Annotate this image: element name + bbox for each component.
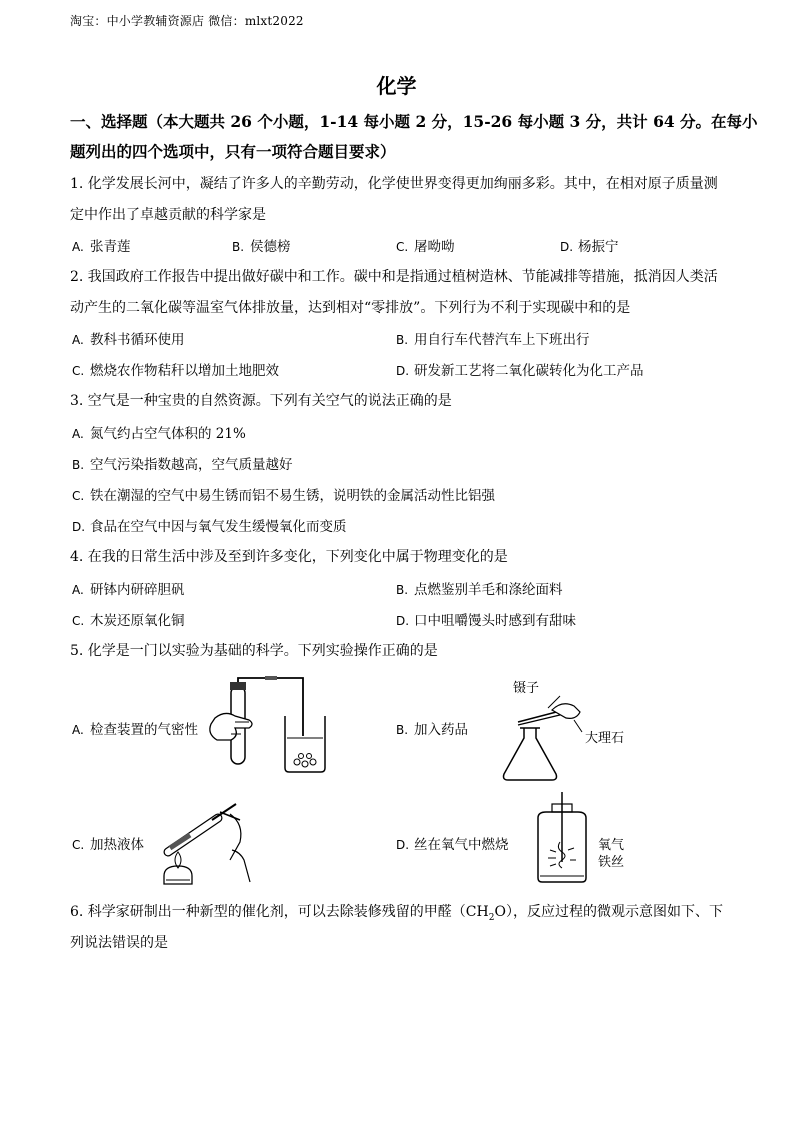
q2-option-b: B. 用自行车代替汽车上下班出行 (396, 332, 590, 348)
page-title: 化学 (376, 74, 417, 98)
q4-option-d: D. 口中咀嚼馒头时感到有甜味 (396, 613, 576, 629)
q1-option-d: D. 杨振宁 (560, 239, 619, 255)
label-marble: 大理石 (585, 731, 625, 746)
section-heading-line1: 一、选择题（本大题共 26 个小题，1-14 每小题 2 分，15-26 每小题 3 分，共计 64 分。在每小 (70, 112, 758, 131)
page-header: 淘宝：中小学教辅资源店 微信：mlxt2022 (70, 14, 304, 28)
q5-stem: 5. 化学是一门以实验为基础的科学。下列实验操作正确的是 (70, 643, 438, 659)
q1-option-c: C. 屠呦呦 (396, 239, 455, 255)
q1-stem-line1: 1. 化学发展长河中，凝结了许多人的辛勤劳动，化学使世界变得更加绚丽多彩。其中，在相对原子质量测 (70, 176, 718, 192)
q5-option-a: A. 检查装置的气密性 (72, 722, 198, 738)
q2-option-a: A. 教科书循环使用 (72, 332, 185, 348)
q6-stem-line2: 列说法错误的是 (70, 935, 168, 951)
q2-stem-line1: 2. 我国政府工作报告中提出做好碳中和工作。碳中和是指通过植树造林、节能减排等措施，抵消因人类活 (70, 269, 718, 285)
q1-stem-line2: 定中作出了卓越贡献的科学家是 (70, 207, 266, 223)
figure-iron-burning (528, 790, 598, 886)
q1-option-a: A. 张青莲 (72, 239, 131, 255)
q2-option-d: D. 研发新工艺将二氧化碳转化为化工产品 (396, 363, 644, 379)
section-heading-line2: 题列出的四个选项中，只有一项符合题目要求） (70, 142, 396, 161)
q5-option-b: B. 加入药品 (396, 722, 468, 738)
q5-option-c: C. 加热液体 (72, 837, 144, 853)
figure-airtightness-check (205, 676, 335, 776)
q2-stem-line2: 动产生的二氧化碳等温室气体排放量，达到相对“零排放”。下列行为不利于实现碳中和的是 (70, 300, 631, 316)
q6-stem-line1: 6. 科学家研制出一种新型的催化剂，可以去除装修残留的甲醛$(CH_2O)$，反应过程的微观示意图如下、下 (70, 904, 723, 923)
q5-option-d: D. 丝在氧气中燃烧 (396, 837, 509, 853)
q4-option-b: B. 点燃鉴别羊毛和涤纶面料 (396, 582, 563, 598)
q1-option-b: B. 侯德榜 (232, 239, 291, 255)
q3-option-a: A. 氮气约占空气体积的 21% (72, 426, 246, 442)
q4-stem: 4. 在我的日常生活中涉及至到许多变化，下列变化中属于物理变化的是 (70, 549, 508, 565)
q3-option-d: D. 食品在空气中因与氧气发生缓慢氧化而变质 (72, 519, 347, 535)
label-oxygen: 氧气 (598, 838, 625, 853)
q2-option-c: C. 燃烧农作物秸秆以增加土地肥效 (72, 363, 279, 379)
label-tweezers: 镊子 (513, 681, 540, 696)
label-iron-wire: 铁丝 (598, 855, 625, 870)
figure-heating-liquid (160, 790, 270, 890)
q3-option-c: C. 铁在潮湿的空气中易生锈而铝不易生锈，说明铁的金属活动性比铝强 (72, 488, 495, 504)
q3-stem: 3. 空气是一种宝贵的自然资源。下列有关空气的说法正确的是 (70, 393, 452, 409)
q4-option-a: A. 研钵内研碎胆矾 (72, 582, 185, 598)
q4-option-c: C. 木炭还原氧化铜 (72, 613, 185, 629)
q3-option-b: B. 空气污染指数越高，空气质量越好 (72, 457, 293, 473)
